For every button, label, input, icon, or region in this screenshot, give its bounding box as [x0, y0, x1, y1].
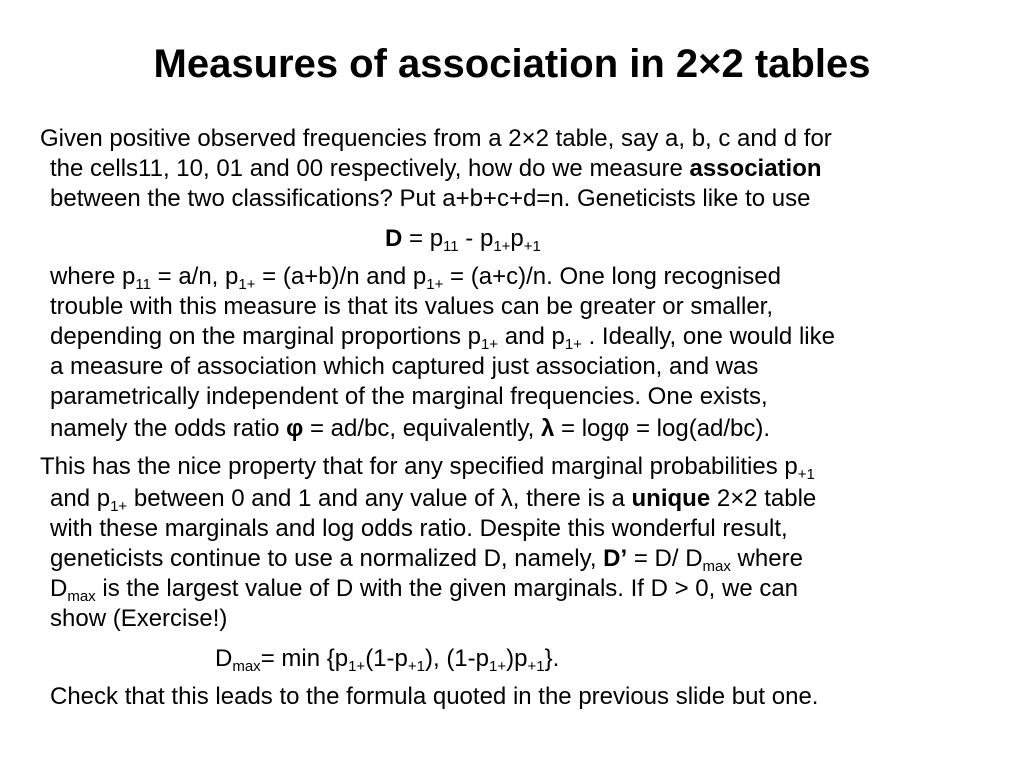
paragraph-line: This has the nice property that for any specified marginal probabilities $p_{+1}$ [40, 453, 815, 483]
paragraph-line: show (Exercise!) [50, 605, 228, 632]
emphasis-association: association [689, 155, 822, 182]
paragraph-line: trouble with this measure is that its values can be greater or smaller, [50, 293, 773, 320]
paragraph-line: Given positive observed frequencies from a 2×2 table, say a, b, c and d for [40, 125, 832, 152]
equation-dmax: $D_{max}= \min \{p_{1+}(1-p_{+1})$, $(1-p_{1+})p_{+1}$}. [215, 645, 560, 675]
paragraph-line: a measure of association which captured just association, and was [50, 353, 759, 380]
paragraph-line: where $p_{11} = a/n$, $p_{1+} = (a+b)/n$ and $p_{1+} = (a+c)/n$. One long recognised [50, 263, 781, 293]
paragraph-line: and $p_{1+}$ between 0 and 1 and any value of λ, there is a unique 2×2 table [50, 485, 817, 515]
paragraph-line: parametrically independent of the marginal frequencies. One exists, [50, 383, 768, 410]
paragraph-line: between the two classifications? Put a+b+c+d=n. Geneticists like to use [50, 185, 811, 212]
paragraph-line: depending on the marginal proportions $p_{1+}$ and $p_{1+}$ . Ideally, one would like [50, 323, 835, 353]
emphasis-d-prime: D’ [603, 545, 628, 572]
paragraph-line: with these marginals and log odds ratio. Despite this wonderful result, [50, 515, 788, 542]
paragraph-line: geneticists continue to use a normalized D, namely, D’ = D/ $D_{max}$ where [50, 545, 803, 575]
equation-d: $D = p_{11} - p_{1+}p_{+1}$ [385, 225, 541, 255]
phi-symbol: φ [286, 415, 304, 442]
paragraph-line: namely the odds ratio φ = ad/bc, equivalently, λ = logφ = log(ad/bc). [50, 415, 771, 442]
lambda-symbol: λ [541, 415, 555, 442]
emphasis-unique: unique [631, 485, 711, 512]
slide-title: Measures of association in 2×2 tables [153, 42, 871, 86]
paragraph-line: $D_{max}$ is the largest value of D with the given marginals. If D > 0, we can [50, 575, 799, 605]
paragraph-line: Check that this leads to the formula quoted in the previous slide but one. [50, 683, 819, 710]
paragraph-line: the cells11, 10, 01 and 00 respectively, how do we measure association [50, 155, 822, 182]
